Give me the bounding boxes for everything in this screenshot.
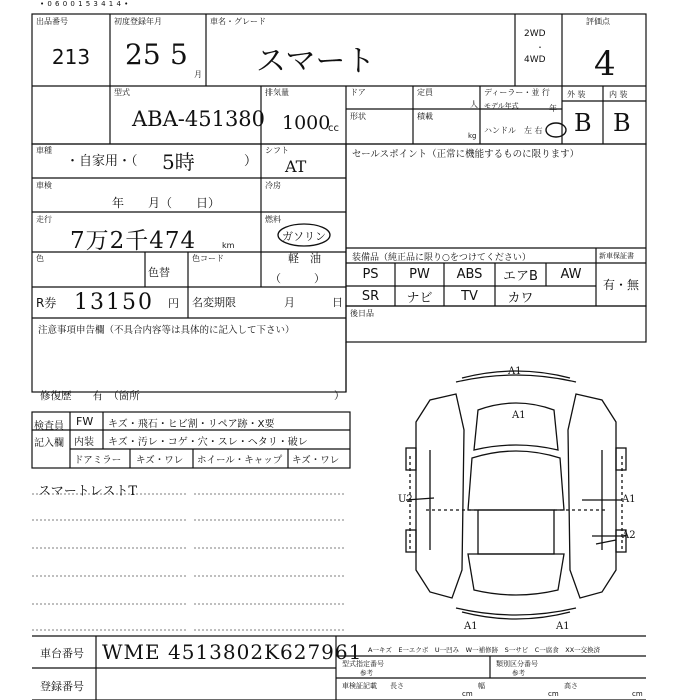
fuel-gasoline: ガソリン [282, 230, 326, 243]
interior-grade: B [613, 109, 631, 137]
mileage-value: 7万2千474 [70, 228, 197, 254]
drive-dot: ・ [536, 43, 544, 52]
width-label: 幅 [478, 682, 485, 690]
fw-text: キズ・飛石・ヒビ割・リペア跡・X要 [108, 419, 275, 430]
handle-circle [532, 120, 568, 140]
chassis-number: WME 4513802K627961 [102, 640, 363, 664]
mark-front-bumper: A1 [508, 366, 522, 377]
reg-label: 初度登録年月 [114, 17, 162, 26]
mark-right-door: A1 [622, 494, 636, 505]
handle-label: ハンドル [484, 126, 516, 135]
width-unit: cm [548, 690, 559, 698]
handwritten-note: スマートレストT [38, 484, 138, 499]
handle-value: 左 右 [524, 126, 543, 135]
length-label: 長さ [390, 682, 404, 690]
dealer-label: ディーラー・並 行 [484, 88, 550, 97]
lot-label: 出品番号 [36, 17, 68, 26]
interior-check-text: キズ・汚レ・コゲ・穴・スレ・ヘタリ・破レ [108, 437, 308, 448]
fw-label: FW [76, 415, 94, 428]
warranty-value: 有・無 [602, 278, 639, 292]
equip-sr: SR [361, 288, 380, 304]
shift-label: シフト [265, 146, 289, 155]
inspection-label: 車検 [36, 181, 52, 190]
notes-label: 注意事項申告欄（不具合内容等は具体的に記入して下さい） [38, 325, 295, 336]
registration-label: 登録番号 [40, 680, 84, 693]
model-year-label: モデル年式 [484, 102, 519, 110]
equipment-label: 装備品（純正品に限り○をつけてください） [352, 253, 531, 263]
inspector-label-2: 記入欄 [34, 438, 64, 449]
shift-value: AT [285, 157, 307, 176]
inspector-label-1: 検査員 [34, 421, 64, 432]
equip-ps: PS [362, 267, 379, 282]
barcode-strip: • 0 6 0 0 1 5 3 4 1 4 • [40, 0, 129, 8]
equip-pw: PW [409, 267, 430, 282]
usage-text: ・自家用・（ [66, 154, 138, 169]
reg-month: 5 [170, 38, 188, 71]
name-change-month: 月 [284, 296, 295, 309]
inspection-text: 年 月（ 日） [112, 196, 221, 210]
drive-2wd: 2WD [524, 29, 546, 39]
interior-check-label: 内装 [74, 437, 94, 448]
mark-hood: A1 [512, 410, 526, 421]
exterior-label: 外 装 [567, 90, 586, 99]
size-label: 車検証記載 [342, 682, 377, 690]
mirror-text: キズ・ワレ [136, 455, 184, 466]
mark-rear-right: A1 [556, 621, 570, 632]
name-change-day: 日 [332, 296, 343, 309]
grade-value: 4 [594, 44, 616, 84]
damage-legend: A一キズ E一エクボ U一凹み W一補修跡 S一サビ C一腐食 XX一交換済 [368, 646, 601, 654]
car-damage-diagram [386, 360, 656, 640]
lot-number: 213 [51, 45, 91, 69]
mileage-label: 走行 [36, 215, 52, 224]
year-unit: 年 [549, 104, 557, 113]
mark-rear-left: A1 [464, 621, 478, 632]
recycle-label: R券 [36, 296, 57, 310]
load-unit: kg [468, 132, 477, 140]
capacity-unit: 人 [470, 100, 478, 109]
exterior-grade: B [574, 109, 592, 137]
grade-label: 評価点 [586, 17, 610, 26]
interior-label: 内 装 [609, 90, 628, 99]
wheel-text: キズ・ワレ [292, 455, 340, 466]
recycle-unit: 円 [168, 297, 179, 310]
usage-note: 5時 [162, 150, 195, 174]
disp-unit: cc [328, 123, 339, 134]
wheel-label: ホイール・キャップ [197, 455, 283, 466]
rear-items-label: 後日品 [350, 309, 374, 318]
car-name: スマート [256, 44, 376, 79]
fuel-circle [276, 222, 332, 248]
warranty-label: 新車保証書 [599, 252, 634, 260]
length-unit: cm [462, 690, 473, 698]
fuel-paren: （ ） [270, 272, 325, 285]
recycle-value: 13150 [74, 290, 154, 315]
sales-point-label: セールスポイント（正常に機能するものに限ります） [352, 149, 580, 160]
mark-left-door: U2 [398, 494, 413, 505]
equip-airbag: エアB [503, 269, 538, 284]
equip-aw: AW [560, 267, 582, 282]
color-code-label: 色コード [192, 254, 224, 263]
shape-label: 形状 [350, 112, 366, 121]
equip-tv: TV [461, 288, 478, 304]
fuel-label: 燃料 [265, 215, 281, 224]
drive-4wd: 4WD [524, 55, 546, 65]
disp-label: 排気量 [265, 88, 289, 97]
name-label: 車名・グレード [210, 17, 266, 26]
reg-month-unit: 月 [194, 70, 202, 79]
equip-leather: カワ [507, 290, 534, 306]
mark-right-rear: A2 [622, 530, 636, 541]
usage-close: ） [244, 154, 258, 169]
equip-abs: ABS [456, 267, 483, 282]
capacity-label: 定員 [417, 88, 433, 97]
cooling-label: 冷房 [265, 181, 281, 190]
load-label: 積載 [417, 112, 433, 121]
class-ref: 参考 [512, 669, 525, 677]
displacement: 1000 [282, 112, 331, 134]
repair-history: 修復歴 有 （箇所 [40, 390, 140, 402]
door-label: ドア [350, 88, 366, 97]
mileage-unit: km [222, 241, 235, 250]
fuel-light-oil: 軽 油 [288, 252, 321, 265]
repair-close: ） [334, 390, 345, 402]
model-cert-label: 型式指定番号 [342, 660, 384, 668]
car-type-label: 車種 [36, 146, 52, 155]
model-label: 型式 [114, 88, 130, 97]
class-label: 類別区分番号 [496, 660, 538, 668]
model-cert-ref: 参考 [360, 669, 373, 677]
name-change-label: 名変期限 [192, 296, 236, 309]
color-change-label: 色替 [148, 266, 170, 279]
model-code: ABA-451380 [132, 107, 266, 131]
height-unit: cm [632, 690, 643, 698]
equip-navi: ナビ [406, 290, 433, 306]
reg-year: 25 [125, 38, 161, 71]
height-label: 高さ [564, 682, 578, 690]
chassis-label: 車台番号 [40, 647, 84, 660]
mirror-label: ドアミラー [74, 455, 122, 466]
color-label: 色 [36, 254, 44, 263]
